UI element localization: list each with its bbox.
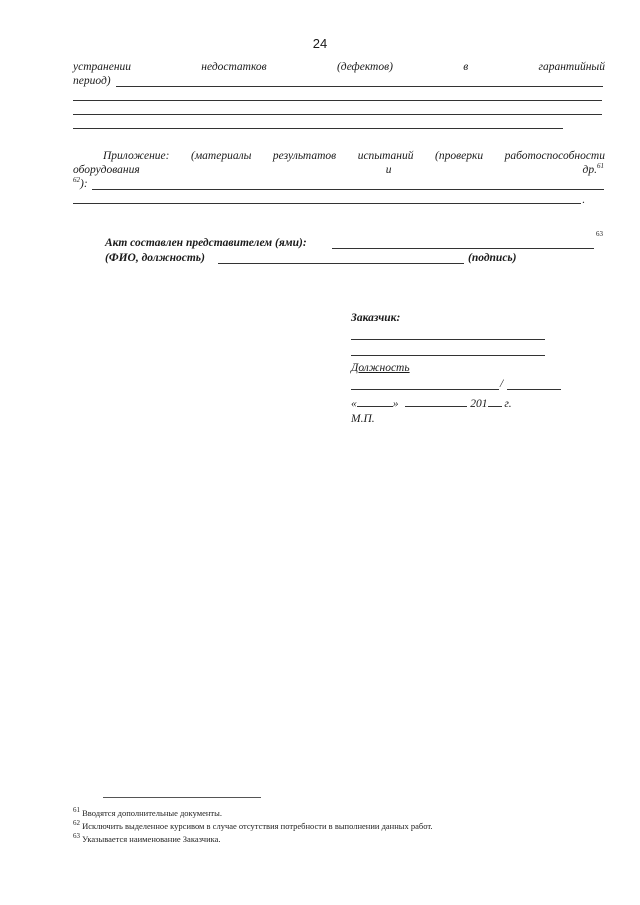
footnote-text: Указывается наименование Заказчика. xyxy=(82,834,221,844)
word: др. xyxy=(582,164,597,176)
footnote xyxy=(73,834,221,844)
end-dot: . xyxy=(582,194,585,206)
period-label: период) xyxy=(73,75,111,87)
word: (проверки xyxy=(435,150,484,162)
footnote-separator xyxy=(103,797,261,798)
appendix-line xyxy=(103,149,605,163)
fill-line xyxy=(218,263,464,264)
word: и xyxy=(385,164,392,176)
fill-line xyxy=(351,355,545,356)
word: Приложение: xyxy=(103,150,170,162)
month-blank xyxy=(405,396,467,407)
footnote-ref: 62 xyxy=(73,176,80,185)
footnote-number: 61 xyxy=(73,806,80,815)
fio-position-label: (ФИО, должность) xyxy=(105,252,205,264)
position-label: Должность xyxy=(351,362,410,374)
fill-line xyxy=(92,189,604,190)
footnote-ref: 63 xyxy=(596,230,603,239)
year-suffix: г. xyxy=(504,398,512,410)
fill-line xyxy=(332,248,594,249)
fill-line xyxy=(73,203,581,204)
footnote xyxy=(73,821,433,831)
quote-close: » xyxy=(392,398,399,410)
word: недостатков xyxy=(201,61,267,73)
footnote-ref-63 xyxy=(596,231,603,245)
footnote xyxy=(73,808,222,818)
fill-line xyxy=(351,389,499,390)
close-bracket: ): xyxy=(80,178,88,190)
date-line xyxy=(351,396,512,411)
word: результатов xyxy=(272,150,337,162)
page-number: 24 xyxy=(312,36,328,51)
word: оборудования xyxy=(73,164,140,176)
fill-line xyxy=(351,339,545,340)
stamp-label: М.П. xyxy=(351,413,375,425)
defects-line xyxy=(73,60,605,74)
year-prefix: 201 xyxy=(470,398,488,410)
fill-line xyxy=(116,86,603,87)
word: (материалы xyxy=(191,150,252,162)
word: гарантийный xyxy=(538,61,605,73)
word: (дефектов) xyxy=(336,61,393,73)
appendix-close xyxy=(73,177,88,191)
word: работоспособности xyxy=(504,150,605,162)
word: устранении xyxy=(73,61,132,73)
fill-line xyxy=(73,100,602,101)
day-blank xyxy=(357,396,393,407)
customer-label: Заказчик: xyxy=(351,312,401,324)
fill-line xyxy=(73,128,563,129)
fill-line xyxy=(507,389,561,390)
footnote-number: 62 xyxy=(73,819,80,828)
fill-line xyxy=(73,114,602,115)
act-composed-label: Акт составлен представителем (ями): xyxy=(105,237,307,249)
footnote-number: 63 xyxy=(73,832,80,841)
word: в xyxy=(463,61,469,73)
word: испытаний xyxy=(357,150,414,162)
slash: / xyxy=(500,378,504,390)
footnote-ref: 61 xyxy=(596,162,604,171)
footnote-text: Вводятся дополнительные документы. xyxy=(82,808,222,818)
signature-label: (подпись) xyxy=(468,252,517,264)
quote-open: « xyxy=(351,398,357,410)
appendix-line-2 xyxy=(73,163,604,177)
year-blank xyxy=(488,396,502,407)
word-dr xyxy=(583,163,604,177)
footnote-text: Исключить выделенное курсивом в случае отсутствия потребности в выполнении данных работ. xyxy=(82,821,433,831)
